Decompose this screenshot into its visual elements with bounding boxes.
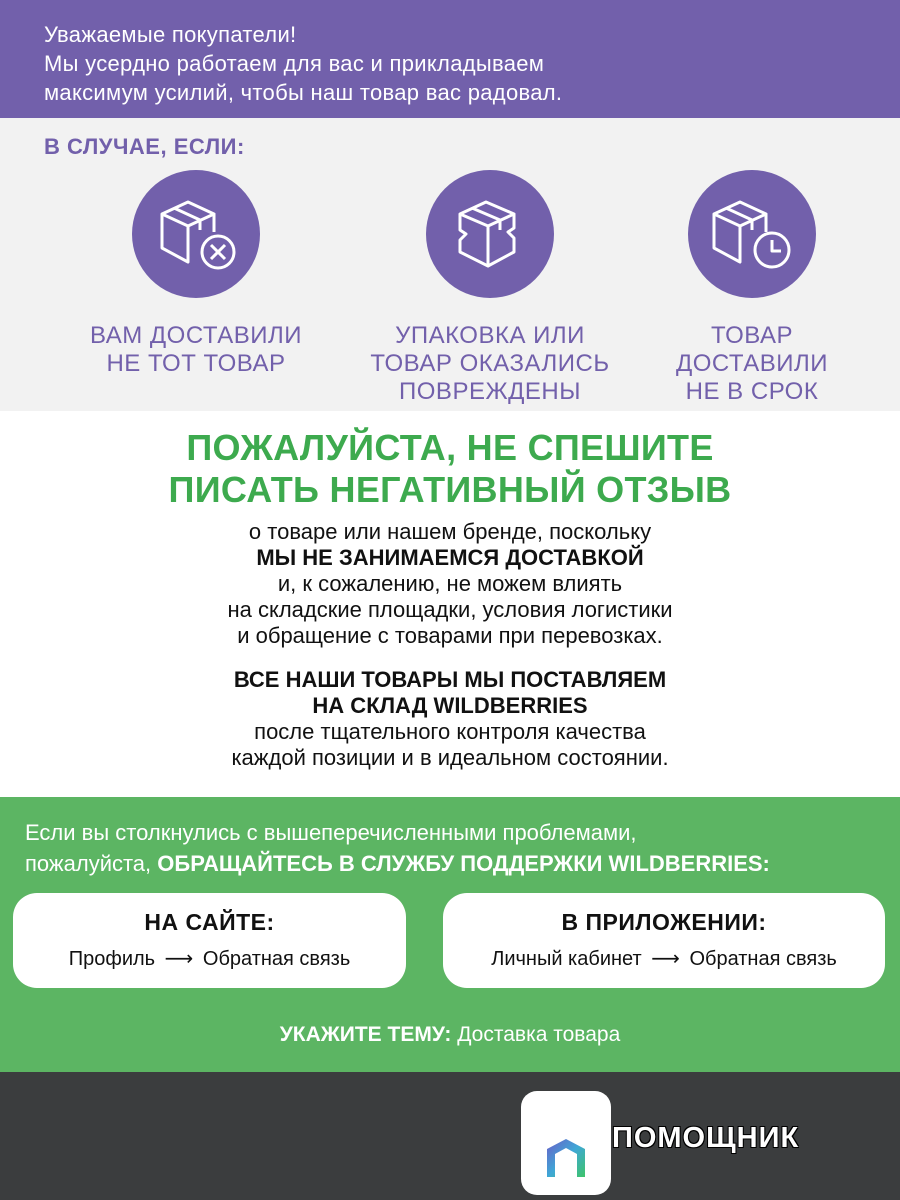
support-plain: пожалуйста,	[25, 851, 158, 876]
theme-value: Доставка товара	[451, 1023, 621, 1046]
theme-line	[0, 1023, 900, 1047]
path-to: Обратная связь	[689, 948, 837, 970]
case-label: НЕ В СРОК	[685, 378, 819, 405]
support-line	[25, 848, 770, 879]
intro-line: максимум усилий, чтобы наш товар вас радовал.	[44, 80, 563, 105]
cases-title: В СЛУЧАЕ, ЕСЛИ:	[44, 134, 245, 159]
support-line: Если вы столкнулись с вышеперечисленными проблемами,	[25, 820, 637, 845]
path-to: Обратная связь	[202, 948, 351, 970]
greeting: Уважаемые покупатели!	[44, 22, 297, 47]
text-line-bold: ВСЕ НАШИ ТОВАРЫ МЫ ПОСТАВЛЯЕМ	[233, 667, 667, 692]
cases-section	[0, 118, 900, 411]
app-card	[443, 893, 885, 988]
site-card-title: НА САЙТЕ:	[144, 909, 275, 935]
case-label: ДОСТАВИЛИ	[675, 350, 829, 377]
box-cross-icon	[132, 170, 260, 298]
text-line-bold: МЫ НЕ ЗАНИМАЕМСЯ ДОСТАВКОЙ	[256, 545, 644, 570]
path-from: Личный кабинет	[491, 948, 642, 970]
site-card	[13, 893, 406, 988]
headline-line: ПИСАТЬ НЕГАТИВНЫЙ ОТЗЫВ	[168, 469, 732, 510]
case-wrong-item	[46, 170, 346, 378]
support-section	[0, 797, 900, 1072]
support-bold: ОБРАЩАЙТЕСЬ В СЛУЖБУ ПОДДЕРЖКИ WILDBERRIES:	[157, 851, 770, 876]
text-line-bold: НА СКЛАД WILDBERRIES	[312, 693, 588, 718]
brand-logo-icon	[521, 1091, 611, 1195]
case-late	[602, 170, 900, 406]
header-banner	[0, 0, 900, 118]
case-label: УПАКОВКА ИЛИ	[395, 322, 585, 349]
text-line: каждой позиции и в идеальном состоянии.	[231, 745, 669, 770]
text-line: и, к сожалению, не можем влиять	[277, 571, 623, 596]
brand-name: ПОМОЩНИК	[612, 1122, 800, 1154]
headline-line: ПОЖАЛУЙСТА, НЕ СПЕШИТЕ	[186, 427, 714, 468]
text-line: и обращение с товарами при перевозках.	[237, 623, 663, 648]
path-from: Профиль	[68, 948, 156, 970]
text-line: о товаре или нашем бренде, поскольку	[248, 519, 652, 544]
box-clock-icon	[688, 170, 816, 298]
arrow-right-icon: ⟶	[164, 948, 194, 970]
intro-line: Мы усердно работаем для вас и прикладываем	[44, 51, 545, 76]
box-damaged-icon	[426, 170, 554, 298]
delivery-explanation	[0, 519, 900, 649]
case-label: НЕ ТОТ ТОВАР	[106, 350, 286, 377]
case-damaged	[340, 170, 640, 406]
text-line: после тщательного контроля качества	[254, 719, 646, 744]
arrow-right-icon: ⟶	[651, 948, 680, 970]
text-line: на складские площадки, условия логистики	[227, 597, 673, 622]
footer	[0, 1072, 900, 1200]
app-path	[443, 946, 885, 971]
main-message	[0, 411, 900, 797]
theme-label: УКАЖИТЕ ТЕМУ:	[279, 1023, 452, 1046]
app-card-title: В ПРИЛОЖЕНИИ:	[561, 909, 767, 935]
site-path	[13, 946, 406, 971]
support-text	[25, 817, 770, 879]
case-label: ВАМ ДОСТАВИЛИ	[90, 322, 302, 349]
case-label: ТОВАР ОКАЗАЛИСЬ	[370, 350, 610, 377]
headline	[0, 427, 900, 511]
case-label: ТОВАР	[711, 322, 793, 349]
case-label: ПОВРЕЖДЕНЫ	[399, 378, 581, 405]
quality-statement	[0, 667, 900, 771]
